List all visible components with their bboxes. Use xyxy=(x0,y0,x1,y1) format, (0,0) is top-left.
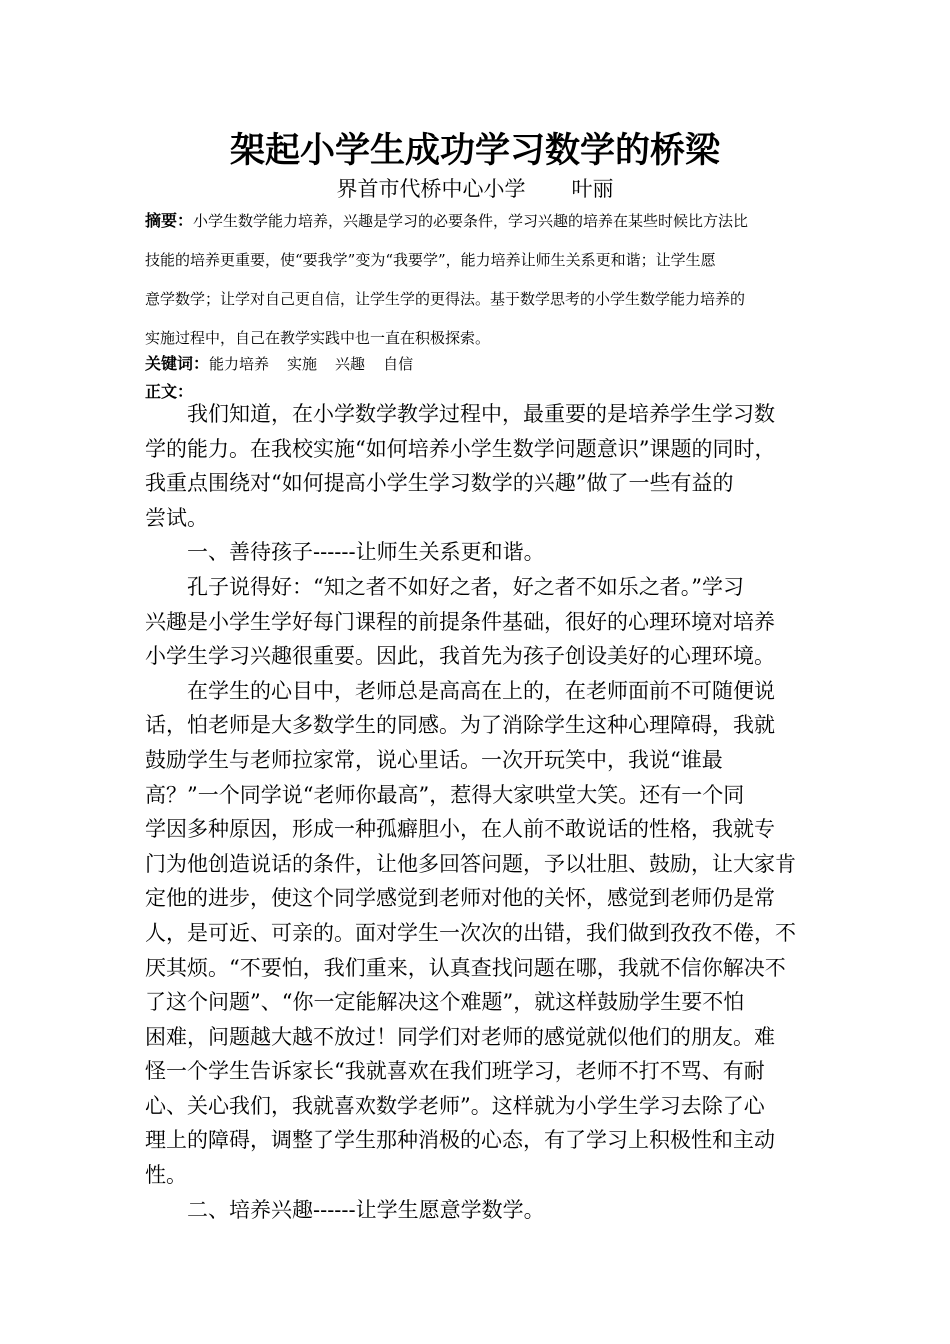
body-line: 兴趣是小学生学好每门课程的前提条件基础，很好的心理环境对培养 xyxy=(145,609,775,634)
body-line: 孔子说得好：“知之者不如好之者，好之者不如乐之者。”学习 xyxy=(145,574,744,599)
body-line: 鼓励学生与老师拉家常，说心里话。一次开玩笑中，我说“谁最 xyxy=(145,747,723,772)
body-line: 人，是可近、可亲的。面对学生一次次的出错，我们做到孜孜不倦，不 xyxy=(145,920,796,945)
keyword: 自信 xyxy=(383,355,414,373)
body-line: 厌其烦。“不要怕，我们重来，认真查找问题在哪，我就不信你解决不 xyxy=(145,955,786,980)
keyword: 能力培养 xyxy=(209,355,270,373)
body-line: 我们知道，在小学数学教学过程中，最重要的是培养学生学习数 xyxy=(145,402,775,426)
body-text xyxy=(145,397,815,1227)
abstract xyxy=(145,201,815,358)
body-line: 学的能力。在我校实施“如何培养小学生数学问题意识”课题的同时， xyxy=(145,436,776,461)
school-name: 界首市代桥中心小学 xyxy=(336,177,526,201)
byline xyxy=(0,175,950,203)
body-line: 性。 xyxy=(145,1163,187,1188)
author-name: 叶丽 xyxy=(571,177,614,201)
keyword: 实施 xyxy=(287,355,318,373)
body-line: 定他的进步，使这个同学感觉到老师对他的关怀，感觉到老师仍是常 xyxy=(145,886,775,911)
keywords-label: 关键词： xyxy=(145,354,210,373)
body-line: 学因多种原因，形成一种孤癖胆小，在人前不敢说话的性格，我就专 xyxy=(145,817,775,842)
abstract-line: 小学生数学能力培养，兴趣是学习的必要条件，学习兴趣的培养在某些时候比方法比 xyxy=(193,212,749,230)
body-line: 门为他创造说话的条件，让他多回答问题，予以壮胆、鼓励，让大家肯 xyxy=(145,851,796,876)
body-line: 小学生学习兴趣很重要。因此，我首先为孩子创设美好的心理环境。 xyxy=(145,644,775,669)
abstract-label: 摘要： xyxy=(145,211,194,230)
body-line: 高？”一个同学说“老师你最高”，惹得大家哄堂大笑。还有一个同 xyxy=(145,782,745,807)
keywords xyxy=(145,352,815,376)
document-title: 架起小学生成功学习数学的桥梁 xyxy=(229,131,720,171)
abstract-line: 技能的培养更重要，使“要我学”变为“我要学”，能力培养让师生关系更和谐；让学生愿 xyxy=(145,251,716,269)
section-heading: 一、善待孩子------让师生关系更和谐。 xyxy=(145,540,545,565)
body-line: 话，怕老师是大多数学生的同感。为了消除学生这种心理障碍，我就 xyxy=(145,713,775,738)
body-line: 心、关心我们，我就喜欢数学老师”。这样就为小学生学习去除了心 xyxy=(145,1093,765,1118)
abstract-line: 实施过程中，自己在教学实践中也一直在积极探索。 xyxy=(145,329,491,347)
keyword: 兴趣 xyxy=(335,355,366,373)
body-line: 理上的障碍，调整了学生那种消极的心态，有了学习上积极性和主动 xyxy=(145,1128,775,1153)
body-line: 怪一个学生告诉家长“我就喜欢在我们班学习，老师不打不骂、有耐 xyxy=(145,1059,765,1084)
abstract-line: 意学数学；让学对自己更自信，让学生学的更得法。基于数学思考的小学生数学能力培养的 xyxy=(145,290,746,308)
section-heading: 二、培养兴趣------让学生愿意学数学。 xyxy=(145,1197,545,1222)
body-line: 了这个问题”、“你一定能解决这个难题”，就这样鼓励学生要不怕 xyxy=(145,990,745,1015)
body-line: 困难，问题越大越不放过！同学们对老师的感觉就似他们的朋友。难 xyxy=(145,1024,775,1049)
body-line: 在学生的心目中，老师总是高高在上的，在老师面前不可随便说 xyxy=(145,678,775,703)
body-line: 我重点围绕对“如何提高小学生学习数学的兴趣”做了一些有益的 xyxy=(145,471,734,496)
body-label: 正文： xyxy=(145,382,194,401)
body-line: 尝试。 xyxy=(145,505,208,530)
